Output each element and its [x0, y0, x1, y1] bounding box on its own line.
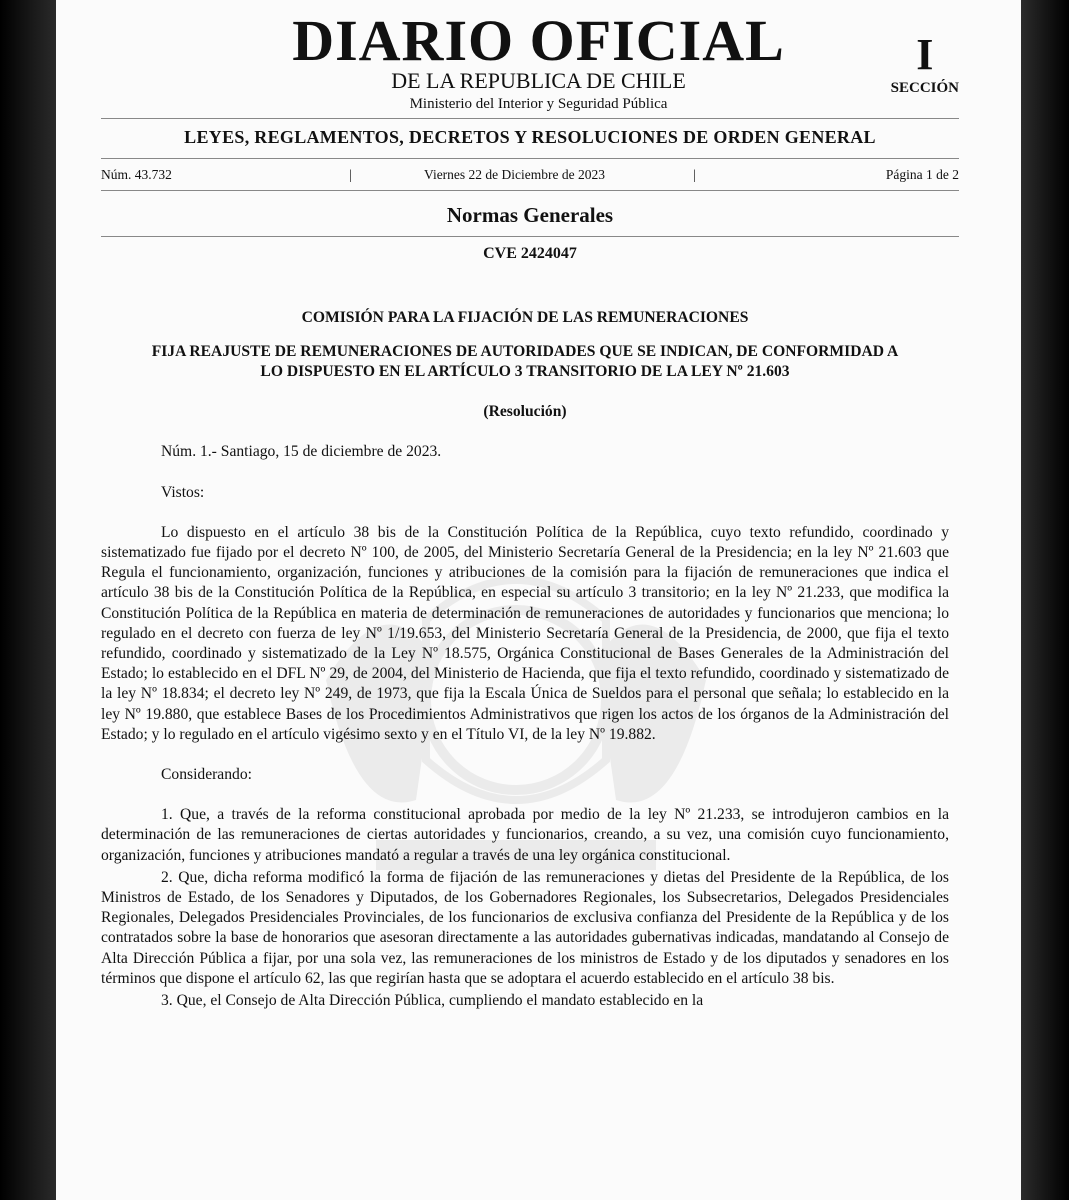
divider	[101, 158, 959, 159]
considerando-label: Considerando:	[161, 766, 252, 784]
ministry-line: Ministerio del Interior y Seguridad Pública	[409, 96, 668, 112]
document-body	[101, 308, 949, 1011]
considerando-paragraph: 1. Que, a través de la reforma constitucional aprobada por medio de la ley Nº 21.233, se introdujeron cambios en la determinación de las remuneraciones de ciertas autoridades y funcionarios, creando, a su vez, una comisión cuyo funcionamiento, organización, funciones y atribuciones mandató a regular a través de una ley orgánica constitucional.	[101, 806, 949, 864]
issuer-heading: COMISIÓN PARA LA FIJACIÓN DE LAS REMUNERACIONES	[301, 309, 749, 326]
document-title: FIJA REAJUSTE DE REMUNERACIONES DE AUTORIDADES QUE SE INDICAN, DE CONFORMIDAD A LO DISPUESTO EN EL ARTÍCULO 3 TRANSITORIO DE LA LEY Nº 21.603	[151, 343, 899, 381]
document-kind: (Resolución)	[483, 403, 567, 421]
issue-number: Núm. 43.732	[101, 167, 172, 182]
meta-separator: |	[349, 167, 352, 182]
newspaper-subtitle: DE LA REPUBLICA DE CHILE	[391, 68, 686, 93]
issue-date: Viernes 22 de Diciembre de 2023	[424, 167, 606, 182]
divider	[101, 118, 959, 119]
section-number: I	[916, 30, 934, 79]
page-indicator: Página 1 de 2	[885, 167, 959, 182]
vistos-paragraph: Lo dispuesto en el artículo 38 bis de la Constitución Política de la República, cuyo texto refundido, coordinado y sistematizado fue fijado por el decreto Nº 100, de 2005, del Ministerio Secretaría General de la Presidencia; en la ley Nº 21.603 que Regula el funcionamiento, organización, funciones y atribuciones de la comisión para la fijación de remuneraciones que indica el artículo 38 bis de la Constitución Política de la República, en especial su artículo 3 transitorio; en la ley Nº 21.233, que modifica la Constitución Política de la República en materia de determinación de remuneraciones de autoridades y funcionarios que menciona; lo regulado en el decreto con fuerza de ley Nº 1/19.653, del Ministerio Secretaría General de la Presidencia, de 2000, que fija el texto refundido, coordinado y sistematizado de la Ley Nº 18.575, Orgánica Constitucional de Bases Generales de la Administración del Estado; lo establecido en el DFL Nº 29, de 2004, del Ministerio de Hacienda, que fija el texto refundido, coordinado y sistematizado de la ley Nº 18.834; el decreto ley Nº 249, de 1973, que fija la Escala Única de Sueldos para el personal que señala; lo establecido en la ley Nº 19.880, que establece Bases de los Procedimientos Administrativos que rigen los actos de los órganos de la Administración del Estado; y lo regulado en el artículo vigésimo sexto y en el Título VI, de la ley Nº 19.882.	[101, 523, 949, 743]
issue-meta	[101, 167, 959, 187]
newspaper-title: DIARIO OFICIAL	[292, 8, 785, 73]
banner-title: LEYES, REGLAMENTOS, DECRETOS Y RESOLUCIONES DE ORDEN GENERAL	[184, 127, 876, 147]
photo-frame-left	[0, 0, 56, 1200]
section-label: SECCIÓN	[890, 80, 959, 96]
considerando-paragraph: 2. Que, dicha reforma modificó la forma de fijación de las remuneraciones y dietas del Presidente de la República, de los Ministros de Estado, de los Senadores y Diputados, de los Gobernadores Regionales, los Subsecretarios, Delegados Presidenciales Regionales, Delegados Presidenciales Provinciales, de los funcionarios de exclusiva confianza del Presidente de la República y de los contratados sobre la base de honorarios que asesoran directamente a las autoridades gubernativas indicadas, mandatando al Consejo de Alta Dirección Pública a fijar, por una sola vez, las remuneraciones de los ministros de Estado y de los diputados y senadores en los términos que dispone el artículo 62, las que regirían hasta que se adoptara el acuerdo establecido en el artículo 38 bis.	[101, 868, 949, 987]
section-marker	[890, 30, 959, 97]
section-heading: Normas Generales	[446, 203, 614, 227]
cve-code: CVE 2424047	[483, 245, 577, 262]
divider	[101, 190, 959, 191]
document-page	[56, 0, 1021, 1200]
resolution-number: Núm. 1.- Santiago, 15 de diciembre de 2023.	[161, 443, 442, 461]
considerando-paragraph: 3. Que, el Consejo de Alta Dirección Pública, cumpliendo el mandato establecido en la	[161, 992, 704, 1010]
vistos-label: Vistos:	[161, 483, 205, 501]
divider	[101, 236, 959, 237]
photo-frame-right	[1021, 0, 1069, 1200]
masthead	[56, 10, 1021, 113]
meta-separator: |	[693, 167, 696, 182]
